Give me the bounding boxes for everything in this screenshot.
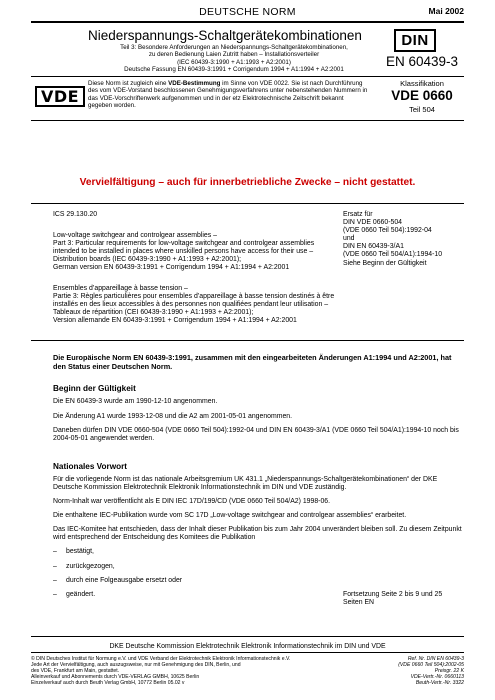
- copyright-line: Einzelverkauf auch durch Beuth Verlag GmbH, 10772 Berlin 05.02 v: [31, 680, 185, 687]
- english-title: [53, 232, 335, 272]
- validity-paragraph: Die EN 60439-3 wurde am 1990-12-10 angenommen.: [53, 398, 218, 405]
- reference-line: VDE-Vertr.-Nr. 0660113: [410, 674, 464, 681]
- subtitle-line: (IEC 60439-3:1990 + A1:1993 + A2:2001): [177, 58, 291, 66]
- section-rule: [31, 76, 464, 77]
- replacement-line: DIN VDE 0660-504: [343, 219, 402, 227]
- reference-line: Preisgr. 22 K: [434, 668, 464, 675]
- reference-line: (VDE 0660 Teil 504):2002-05: [398, 662, 464, 669]
- status-statement: Die Europäische Norm EN 60439-3:1991, zusammen mit den eingearbeiteten Änderungen A1:1994 und A2:2001, hat den Status einer Deutschen Norm.: [53, 353, 452, 371]
- header-rule: [31, 21, 464, 23]
- norm-type-label: DEUTSCHE NORM: [199, 6, 296, 18]
- french-title-line: Ensembles d’appareillage à basse tension –: [53, 285, 188, 292]
- english-title-line: German version EN 60439-3:1991 + Corrigendum 1994 + A1:1994 + A2:2001: [53, 264, 290, 272]
- footer-rule: [31, 652, 464, 653]
- copyright-line: © DIN Deutsches Institut für Normung e.V. und VDE Verband der Elektrotechnik Elektronik Informationstechnik e.V.: [31, 656, 291, 662]
- validity-heading: Beginn der Gültigkeit: [53, 384, 136, 393]
- french-title-line: Partie 3: Règles particulières pour ensembles d’appareillage à basse tension destinés à être installés en des lieux accessibles à des personnes non qualifiées pendant leur utilisation – Tableaux de répartition (CEI 60439-3:1990 + A1:1993 + A2:2001);: [53, 293, 335, 317]
- reference-line: Beuth-Vertr.-Nr. 3322: [415, 680, 464, 687]
- vde-notice: Diese Norm ist zugleich eine VDE-Bestimmung im Sinne von VDE 0022. Sie ist nach Durchführung des vom VDE-Vorstand beschlossenen Genehmigungsverfahrens unter nebenstehenden Nummern in das VDE-Vorschriftenwerk aufgenommen und in der etz Elektrotechnische Zeitschrift bekannt gegeben worden.: [88, 80, 368, 109]
- replacement-line: DIN EN 60439-3/A1: [343, 243, 404, 251]
- foreword-paragraph: Für die vorliegende Norm ist das nationale Arbeitsgremium UK 431.1 „Niederspannungs-Schaltgerätekombinationen“ der DKE Deutsche Kommission Elektrotechnik Elektronik Informationstechnik im DIN und VDE zuständig.: [53, 476, 438, 492]
- foreword-paragraph: Norm-Inhalt war veröffentlicht als E DIN IEC 17D/199/CD (VDE 0660 Teil 504/A2) 1998-06.: [53, 498, 331, 505]
- subtitle-line: Teil 3: Besondere Anforderungen an Niederspannungs-Schaltgerätekombinationen,: [120, 44, 348, 51]
- list-item: – geändert.: [53, 591, 96, 598]
- replacement-line: (VDE 0660 Teil 504/A1):1994-10: [343, 251, 443, 259]
- list-item: – zurückgezogen,: [53, 563, 115, 570]
- foreword-paragraph: Die enthaltene IEC-Publikation wurde vom SC 17D „Low-voltage switchgear and controlgear assemblies“ erarbeitet.: [53, 512, 407, 519]
- copyright-line: Jede Art der Vervielfältigung, auch auszugsweise, nur mit Genehmigung des DIN, Berlin, und: [31, 662, 241, 669]
- foreword-paragraph: Das IEC-Komitee hat entschieden, dass der Inhalt dieser Publikation bis zum Jahr 2004 unverändert bleiben soll. Zu diesem Zeitpunkt wird entsprechend der Entscheidung des Komitees die Publikation: [53, 526, 462, 542]
- continuation-note: Fortsetzung Seite 2 bis 9 und 25 Seiten EN: [343, 591, 443, 607]
- list-item: – bestätigt,: [53, 548, 94, 555]
- english-title-line: Low-voltage switchgear and controlgear assemblies –: [53, 232, 217, 239]
- classification-number: VDE 0660: [391, 88, 453, 103]
- copyright-line: des VDE, Frankfurt am Main, gestattet.: [31, 668, 120, 675]
- subtitle-line: zu deren Bedienung Laien Zutritt haben – Installationsverteiler: [148, 51, 320, 59]
- replacement-info: [343, 211, 468, 268]
- classification-part: Teil 504: [409, 105, 435, 114]
- publication-date: Mai 2002: [428, 6, 464, 16]
- replacement-line: (VDE 0660 Teil 504):1992-04: [343, 227, 432, 235]
- replacement-line: und: [343, 235, 355, 243]
- document-title: Niederspannungs-Schaltgerätekombinationen: [88, 28, 362, 43]
- list-item: – durch eine Folgeausgabe ersetzt oder: [53, 577, 183, 584]
- vde-logo: VDE: [35, 86, 85, 107]
- section-rule: [31, 340, 464, 341]
- replacement-line: Ersatz für: [343, 211, 373, 218]
- section-rule: [31, 120, 464, 121]
- replacement-line: Siehe Beginn der Gültigkeit: [343, 259, 427, 267]
- footer-rule: [31, 636, 464, 637]
- reference-info: [334, 656, 464, 686]
- subtitle-line: Deutsche Fassung EN 60439-3:1991 + Corrigendum 1994 + A1:1994 + A2:2001: [124, 66, 344, 74]
- reference-line: Ref. Nr. DIN EN 60439-3: [407, 656, 464, 662]
- section-rule: [31, 203, 464, 204]
- foreword-heading: Nationales Vorwort: [53, 462, 128, 471]
- document-subtitle: [88, 44, 380, 74]
- english-title-line: Part 3: Particular requirements for low-voltage switchgear and controlgear assemblies intended to be installed in places where unskilled persons have access for their use – Distribution boards (IEC 60439-3:1990 + A1:1993 + A2:2001);: [53, 240, 315, 264]
- copyright-line: Alleinverkauf und Abonnements durch VDE-VERLAG GMBH, 10625 Berlin: [31, 674, 200, 681]
- french-title: [53, 285, 343, 325]
- copyright-notice: [31, 656, 331, 686]
- reproduction-notice: Vervielfältigung – auch für innerbetriebliche Zwecke – nicht gestattet.: [79, 177, 416, 188]
- validity-paragraph: Die Änderung A1 wurde 1993-12-08 und die A2 am 2001-05-01 angenommen.: [53, 413, 293, 420]
- classification-label: Klassifikation: [400, 79, 444, 88]
- ics-code: ICS 29.130.20: [53, 211, 98, 218]
- din-logo: DIN: [394, 29, 436, 52]
- en-standard-number: EN 60439-3: [385, 54, 459, 69]
- french-title-line: Version allemande EN 60439-3:1991 + Corrigendum 1994 + A1:1994 + A2:2001: [53, 317, 297, 325]
- dke-line: DKE Deutsche Kommission Elektrotechnik Elektronik Informationstechnik im DIN und VDE: [109, 643, 386, 650]
- validity-paragraph: Daneben dürfen DIN VDE 0660-504 (VDE 0660 Teil 504):1992-04 und DIN EN 60439-3/A1 (VDE 0660 Teil 504/A1):1994-10 noch bis 2004-05-01 angewendet werden.: [53, 427, 459, 443]
